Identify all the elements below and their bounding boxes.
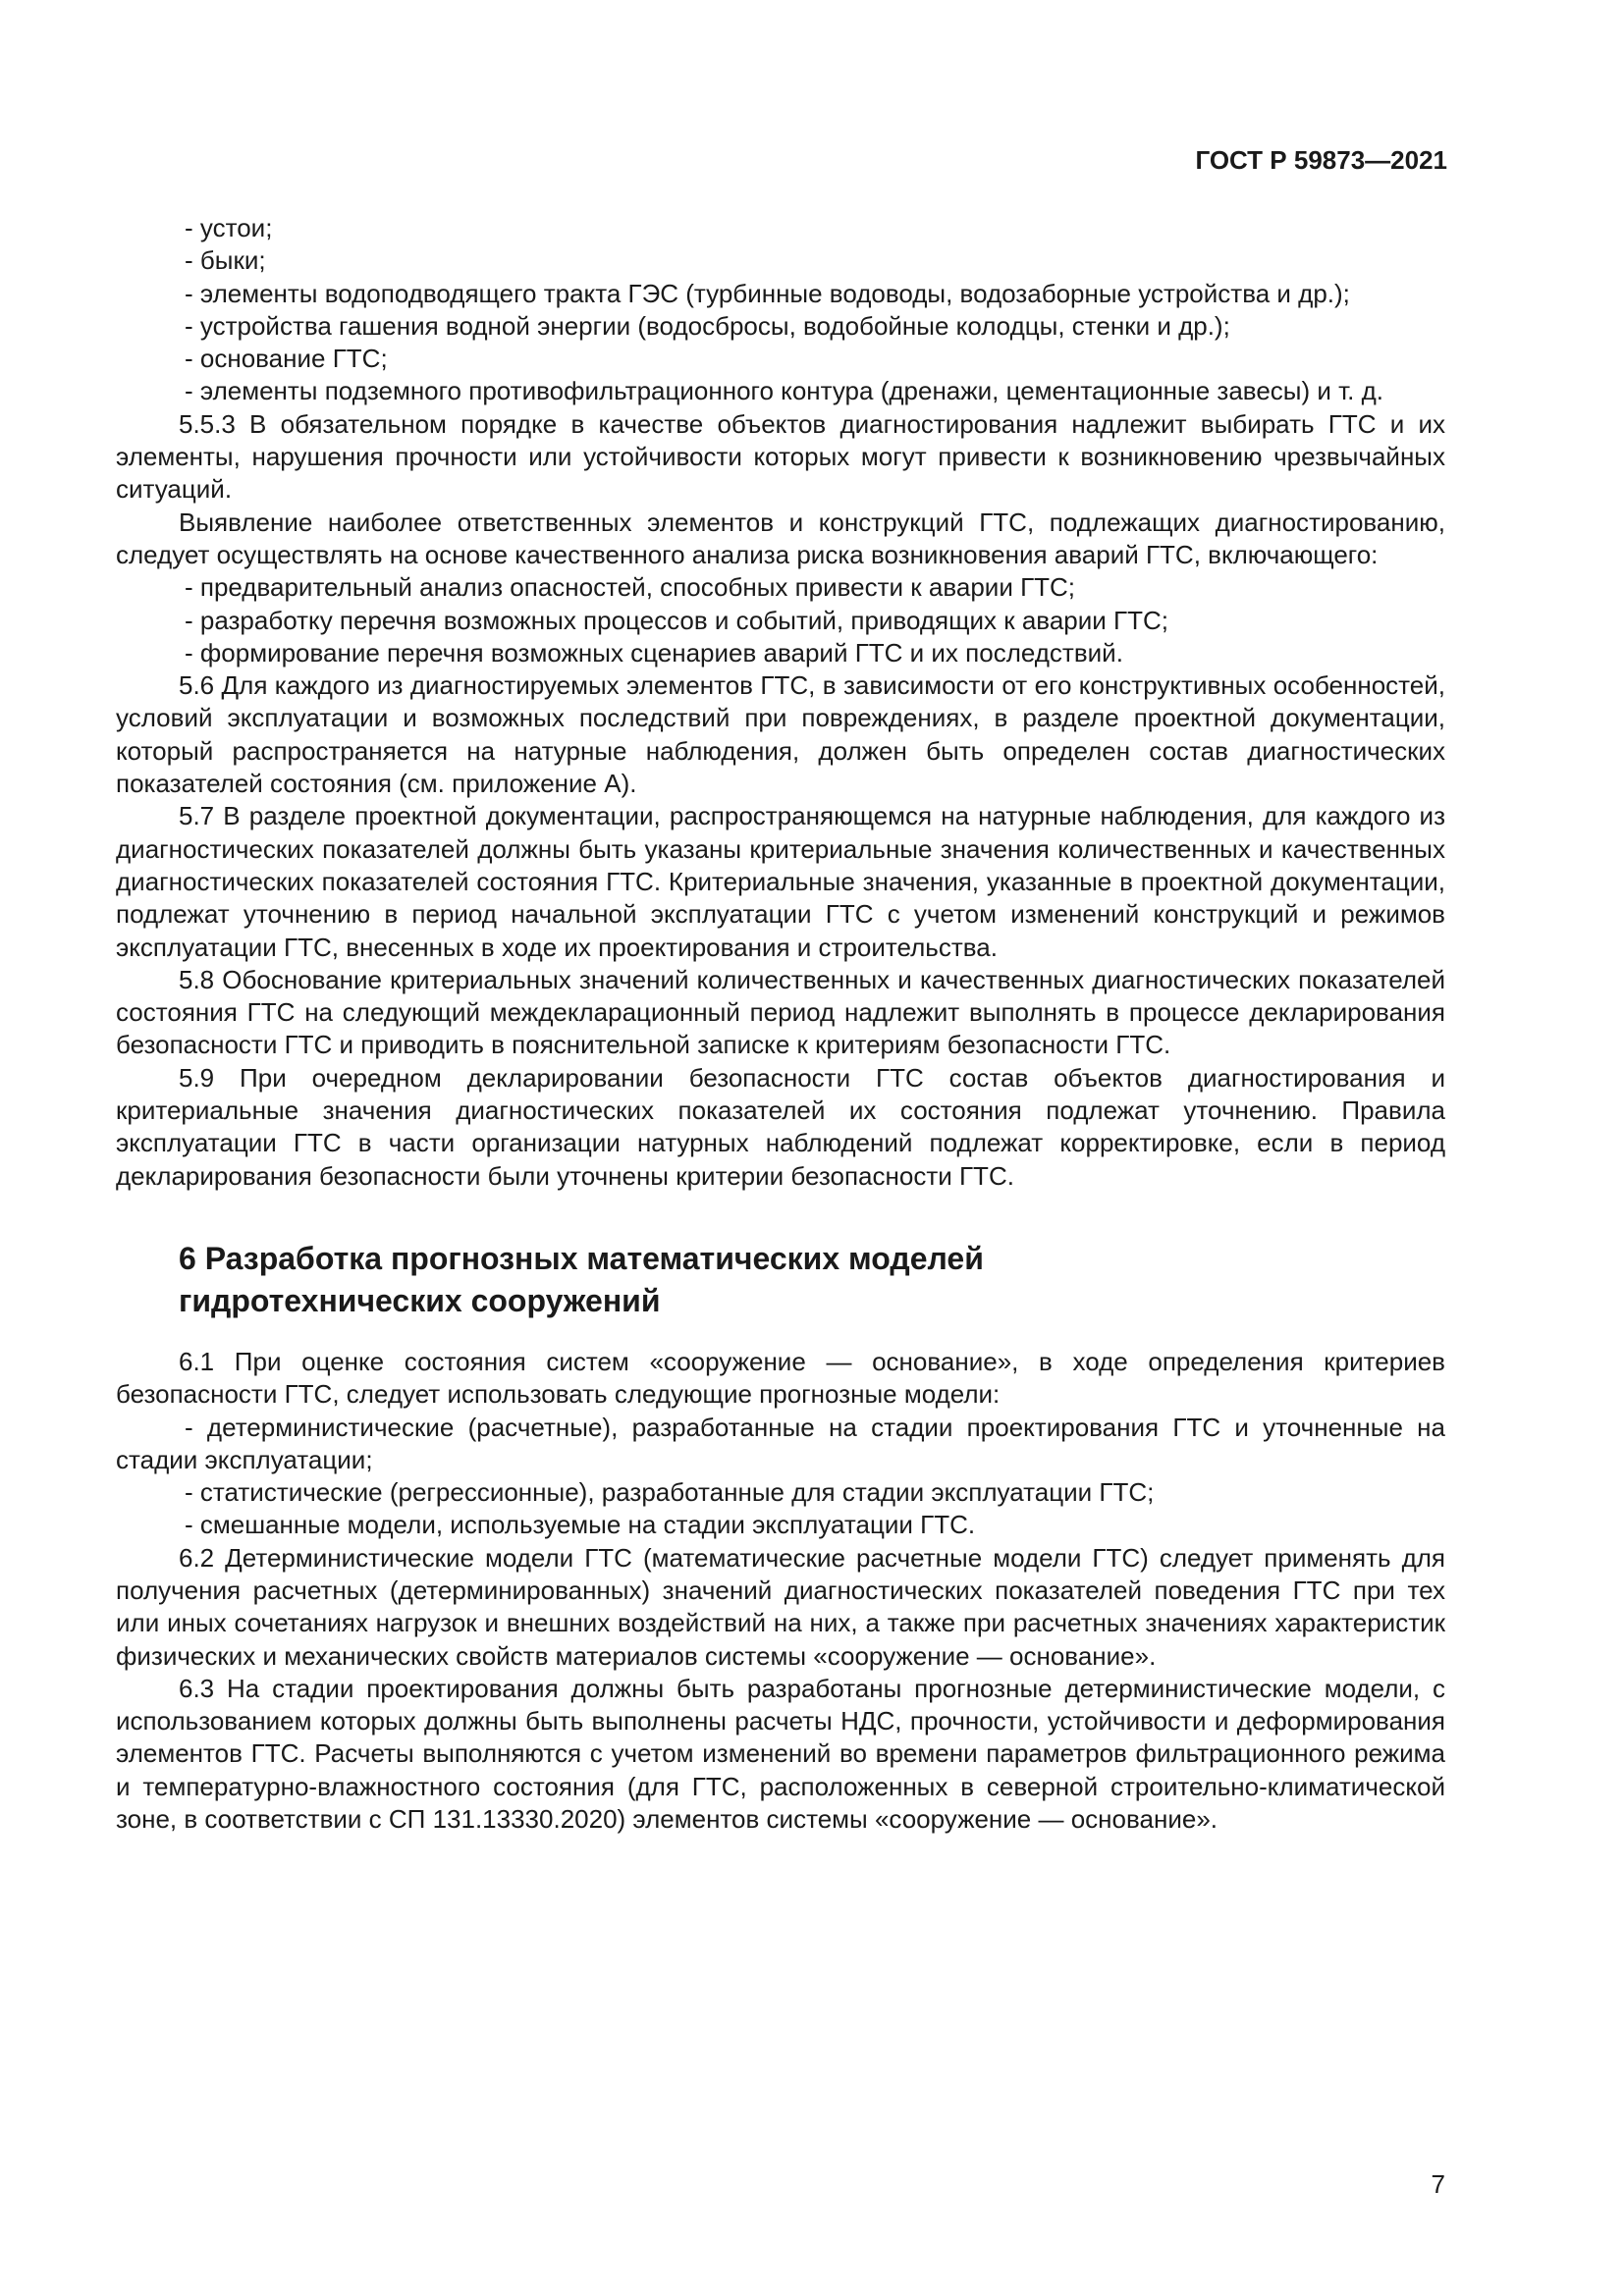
list-item: - статистические (регрессионные), разработанные для стадии эксплуатации ГТС; <box>185 1477 1155 1508</box>
list-item: - предварительный анализ опасностей, способных привести к аварии ГТС; <box>185 572 1076 603</box>
paragraph-6-1: 6.1 При оценке состояния систем «сооружение — основание», в ходе определения критериев безопасности ГТС, следует использовать следующие прогнозные модели: <box>116 1346 1445 1410</box>
paragraph-5-8: 5.8 Обоснование критериальных значений количественных и качественных диагностических показателей состояния ГТС на следующий междекларационный период надлежит выполнять в процессе декларирования безопасности ГТС и приводить в пояснительной записке к критериям безопасности ГТС. <box>116 964 1445 1060</box>
paragraph-6-2: 6.2 Детерминистические модели ГТС (математические расчетные модели ГТС) следует применять для получения расчетных (детерминированных) значений диагностических показателей поведения ГТС при тех или иных сочетаниях нагрузок и внешних воздействий на них, а также при расчетных значениях характеристик физических и механических свойств материалов системы «сооружение — основание». <box>116 1542 1445 1671</box>
document-code-header: ГОСТ Р 59873—2021 <box>1195 145 1447 175</box>
list-item: - устои; <box>185 213 273 242</box>
paragraph-6-3: 6.3 На стадии проектирования должны быть разработаны прогнозные детерминистические модели, с использованием которых должны быть выполнены расчеты НДС, прочности, устойчивости и деформирования элементов ГТС. Расчеты выполняются с учетом изменений во времени параметров фильтрационного режима и температурно-влажностного состояния (для ГТС, расположенных в северной строительно-климатической зоне, в соответствии с СП 131.13330.2020) элементов системы «сооружение — основание». <box>116 1673 1445 1835</box>
list-item: - основание ГТС; <box>185 344 388 374</box>
list-item: - детерминистические (расчетные), разработанные на стадии проектирования ГТС и уточненные на стадии эксплуатации; <box>116 1412 1445 1474</box>
list-item: - разработку перечня возможных процессов и событий, приводящих к аварии ГТС; <box>185 605 1168 635</box>
page-body <box>116 212 1445 1836</box>
section-6-heading-line-1: 6 Разработка прогнозных математических моделей <box>179 1240 984 1276</box>
page-number: 7 <box>1431 2169 1445 2199</box>
section-6-heading <box>116 1238 1445 1322</box>
list-item: - элементы подземного противофильтрационного контура (дренажи, цементационные завесы) и т. д. <box>185 376 1383 406</box>
paragraph-5-9: 5.9 При очередном декларировании безопасности ГТС состав объектов диагностирования и критериальные значения диагностических показателей их состояния подлежат уточнению. Правила эксплуатации ГТС в части организации натурных наблюдений подлежат корректировке, если в период декларирования безопасности были уточнены критерии безопасности ГТС. <box>116 1062 1445 1191</box>
section-6-heading-line-2: гидротехнических сооружений <box>179 1282 661 1318</box>
list-item: - смешанные модели, используемые на стадии эксплуатации ГТС. <box>185 1510 976 1540</box>
paragraph-5-6: 5.6 Для каждого из диагностируемых элементов ГТС, в зависимости от его конструктивных особенностей, условий эксплуатации и возможных последствий при повреждениях, в разделе проектной документации, который распространяется на натурные наблюдения, должен быть определен состав диагностических показателей состояния (см. приложение А). <box>116 670 1445 799</box>
paragraph-5-5-3: 5.5.3 В обязательном порядке в качестве объектов диагностирования надлежит выбирать ГТС и их элементы, нарушения прочности или устойчивости которых могут привести к возникновению чрезвычайных ситуаций. <box>116 408 1445 505</box>
list-item: - быки; <box>185 245 266 276</box>
list-item: - формирование перечня возможных сценариев аварий ГТС и их последствий. <box>185 637 1123 667</box>
list-item: - устройства гашения водной энергии (водосбросы, водобойные колодцы, стенки и др.); <box>185 310 1230 341</box>
paragraph-5-7: 5.7 В разделе проектной документации, распространяющемся на натурные наблюдения, для каждого из диагностических показателей должны быть указаны критериальные значения количественных и качественных диагностических показателей состояния ГТС. Критериальные значения, указанные в проектной документации, подлежат уточнению в период начальной эксплуатации ГТС с учетом изменений конструкций и режимов эксплуатации ГТС, внесенных в ходе их проектирования и строительства. <box>116 801 1445 962</box>
list-item: - элементы водоподводящего тракта ГЭС (турбинные водоводы, водозаборные устройства и др.); <box>185 278 1350 308</box>
paragraph-identification: Выявление наиболее ответственных элементов и конструкций ГТС, подлежащих диагностированию, следует осуществлять на основе качественного анализа риска возникновения аварий ГТС, включающего: <box>116 507 1445 569</box>
